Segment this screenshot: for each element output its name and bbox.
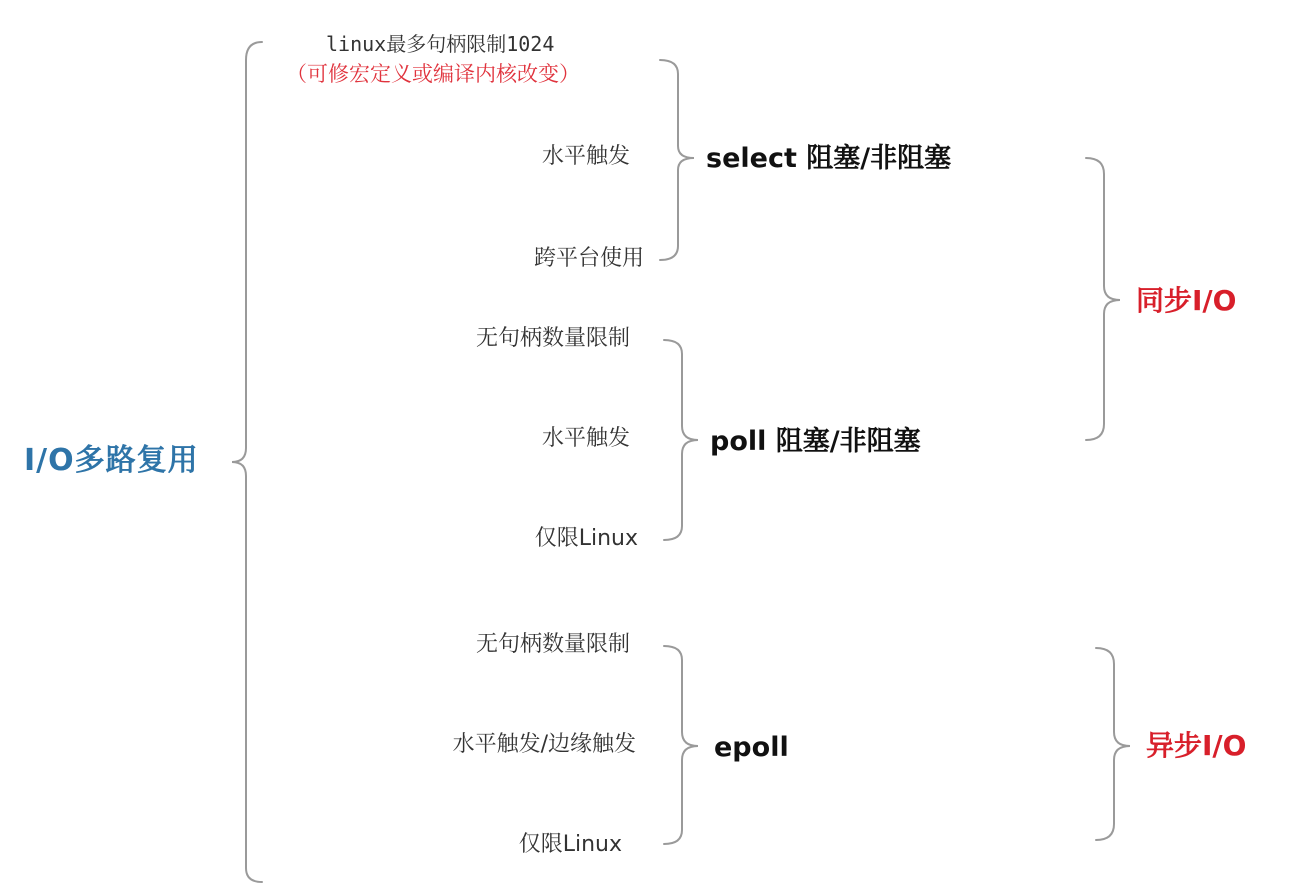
async-brace — [1096, 648, 1130, 840]
epoll-brace — [664, 646, 698, 844]
select-brace — [660, 60, 694, 260]
select-method: select 阻塞/非阻塞 — [706, 143, 952, 174]
epoll-platform: 仅限Linux — [518, 832, 622, 857]
async-io-label: 异步I/O — [1146, 729, 1247, 762]
poll-brace — [664, 340, 698, 540]
select-limit-line1: linux最多句柄限制1024 — [326, 32, 555, 56]
epoll-method: epoll — [714, 732, 789, 763]
sync-io-label: 同步I/O — [1136, 284, 1237, 317]
select-trigger: 水平触发 — [541, 144, 630, 169]
root-label: I/O多路复用 — [24, 443, 199, 478]
select-platform: 跨平台使用 — [533, 246, 644, 271]
poll-platform: 仅限Linux — [534, 526, 638, 551]
sync-brace — [1086, 158, 1120, 440]
root-brace — [232, 42, 262, 882]
poll-method: poll 阻塞/非阻塞 — [710, 426, 921, 457]
select-limit-line2: （可修宏定义或编译内核改变） — [286, 62, 580, 86]
epoll-limit: 无句柄数量限制 — [475, 632, 630, 657]
poll-limit: 无句柄数量限制 — [475, 326, 630, 351]
epoll-trigger: 水平触发/边缘触发 — [452, 732, 636, 757]
poll-trigger: 水平触发 — [541, 426, 630, 451]
